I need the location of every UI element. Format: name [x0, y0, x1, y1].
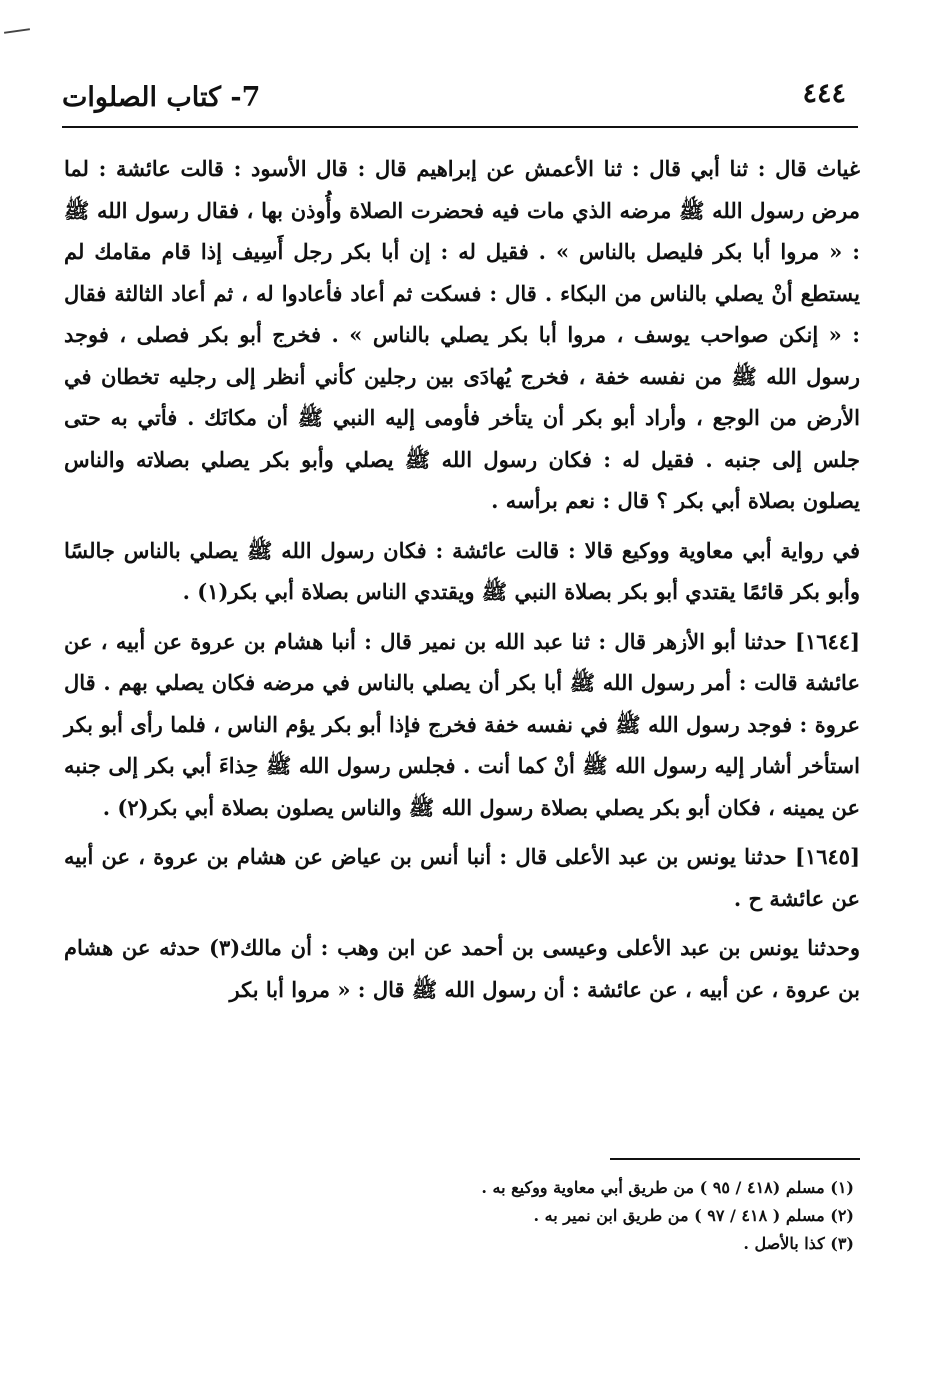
- paragraph-hadith-1645-chain: [64, 927, 860, 1010]
- footnote-3: (٣) كذا بالأصل .: [743, 1234, 854, 1253]
- section-title: 7- كتاب الصلوات: [62, 82, 261, 113]
- hadith-number: [١٦٤٤]: [795, 628, 860, 654]
- paragraph-text: في رواية أبي معاوية ووكيع قالا : قالت عائشة : فكان رسول الله ﷺ يصلي بالناس جالسًا وأبو بكر قائمًا يقتدي أبو بكر بصلاة النبي ﷺ ويقتدي الناس بصلاة أبي بكر(١) .: [64, 537, 860, 604]
- paragraph-text: غياث قال : ثنا أبي قال : ثنا الأعمش عن إبراهيم قال : قال الأسود : قالت عائشة : لما مرض رسول الله ﷺ مرضه الذي مات فيه فحضرت الصلاة وأُوذن بها ، فقال رسول الله ﷺ : « مروا أبا بكر فليصل بالناس » . فقيل له : إن أبا بكر رجل أَسِيف إذا قام مقامك لم يستطع أنْ يصلي بالناس من البكاء . قال : فسكت ثم أعاد فأعادوا له ، ثم أعاد الثالثة فقال : « إنكن صواحب يوسف ، مروا أبا بكر يصلي بالناس » . فخرج أبو بكر فصلى ، فوجد رسول الله ﷺ من نفسه خفة ، فخرج يُهادَى بين رجلين كأني أنظر إلى رجليه تخطان في الأرض من الوجع ، وأراد أبو بكر أن يتأخر فأومى إليه النبي ﷺ أن مكانَك . فأتي به حتى جلس إلى جنبه . فقيل له : فكان رسول الله ﷺ يصلي وأبو بكر يصلي بصلاته والناس يصلون بصلاة أبي بكر ؟ قال : نعم برأسه .: [64, 156, 860, 513]
- footnote-divider: [610, 1158, 860, 1160]
- page-number: ٤٤٤: [802, 78, 846, 109]
- paragraph-text: وحدثنا يونس بن عبد الأعلى وعيسى بن أحمد عن ابن وهب : أن مالك(٣) حدثه عن هشام بن عروة ، عن أبيه ، عن عائشة : أن رسول الله ﷺ قال : « مروا أبا بكر: [64, 935, 861, 1002]
- paragraph-text: حدثنا يونس بن عبد الأعلى قال : أنبا أنس بن عياض عن هشام بن عروة ، عن أبيه عن عائشة ح .: [64, 844, 860, 911]
- paragraph-hadith-continuation: [64, 148, 860, 522]
- hadith-number: [١٦٤٥]: [795, 844, 860, 869]
- main-text: [64, 148, 860, 1016]
- paragraph-hadith-1644: [64, 621, 860, 829]
- footnote-1: (١) مسلم (٤١٨ / ٩٥ ) من طريق أبي معاوية ووكيع به .: [481, 1178, 854, 1197]
- scan-corner-mark: [4, 28, 30, 34]
- footnotes: [64, 1174, 860, 1258]
- header-divider: [62, 126, 858, 128]
- paragraph-text: حدثنا أبو الأزهر قال : ثنا عبد الله بن نمير قال : أنبا هشام بن عروة عن أبيه ، عن عائشة قالت : أمر رسول الله ﷺ أبا بكر أن يصلي بالناس في مرضه فكان يصلي بهم . قال عروة : فوجد رسول الله ﷺ في نفسه خفة فخرج فإذا أبو بكر يؤم الناس ، فلما رأى أبو بكر استأخر أشار إليه رسول الله ﷺ أنْ كما أنت . فجلس رسول الله ﷺ حِذاءَ أبي بكر إلى جنبه عن يمينه ، فكان أبو بكر يصلي بصلاة رسول الله ﷺ والناس يصلون بصلاة أبي بكر(٢) .: [64, 628, 860, 820]
- paragraph-narration-variant: [64, 530, 860, 613]
- footnote-2: (٢) مسلم ( ٤١٨ / ٩٧ ) من طريق ابن نمير به .: [533, 1206, 854, 1225]
- paragraph-hadith-1645: [64, 836, 860, 919]
- page-header: [62, 78, 858, 122]
